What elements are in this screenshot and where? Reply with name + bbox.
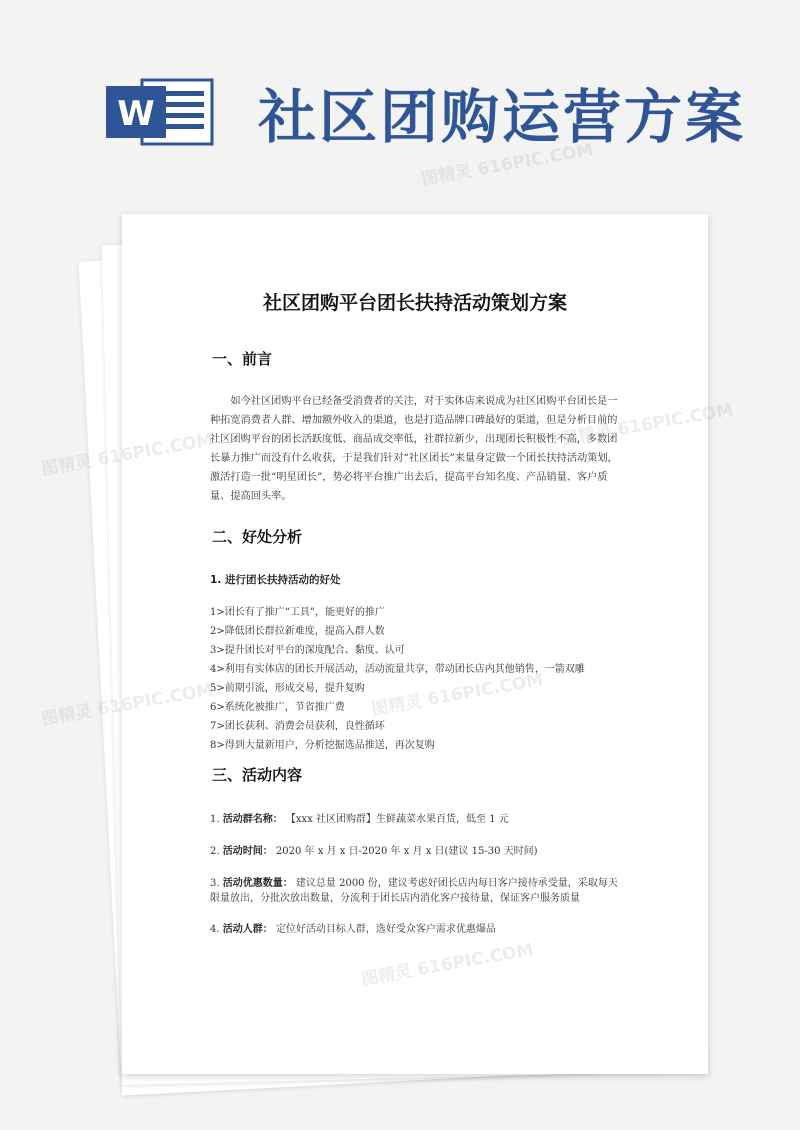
item-number: 4.: [210, 924, 220, 935]
document-page: [122, 214, 708, 1074]
watermark: 图精灵 616PIC.COM: [40, 680, 215, 730]
watermark: 图精灵 616PIC.COM: [40, 430, 215, 480]
banner-title: 社区团购运营方案: [258, 83, 747, 151]
item-text: 2020 年 x 月 x 日-2020 年 x 月 x 日(建议 15-30 天时间): [275, 846, 538, 857]
list-item: 2>降低团长群拉新难度，提高入群人数: [210, 626, 385, 637]
watermark: 图精灵 616PIC.COM: [370, 670, 545, 720]
watermark: 图精灵 616PIC.COM: [560, 400, 735, 450]
document-title: 社区团购平台团长扶持活动策划方案: [262, 292, 567, 314]
preface-paragraph: 如今社区团购平台已经备受消费者的关注，对于实体店来说成为社区团购平台团长是一种拓宽消费者人群、增加额外收入的渠道，也是打造品牌口碑最好的渠道，但是分析目前的社区团购平台的团长活跃度低、商品成交率低，社群拉新少，出现团长积极性不高，多数团长暴力推广而没有什么收获，于是我们针对“社区团长”来量身定做一个团长扶持活动策划，激活打造一批“明星团长”，势必将平台推广出去后，提高平台知名度、产品销量、客户质量、提高回头率。: [210, 396, 618, 502]
list-item: 7>团长获利、消费会员获利，良性循环: [210, 721, 385, 732]
list-item: 6>系统化被推广，节省推广费: [210, 702, 345, 713]
activity-item: [210, 922, 622, 937]
item-number: 3.: [210, 878, 220, 889]
watermark: 图精灵 616PIC.COM: [420, 140, 595, 190]
item-label: 活动人群：: [222, 924, 273, 935]
benefits-subheading: 1. 进行团长扶持活动的好处: [210, 574, 341, 586]
item-label: 活动群名称：: [222, 814, 283, 825]
item-label: 活动优惠数量：: [222, 878, 293, 889]
list-item: 3>提升团长对平台的深度配合、黏度、认可: [210, 645, 405, 656]
item-number: 2.: [210, 846, 220, 857]
activity-item: [210, 844, 622, 859]
activity-item: [210, 876, 622, 906]
list-item: 5>前期引流，形成交易，提升复购: [210, 683, 365, 694]
item-number: 1.: [210, 814, 220, 825]
list-item: 4>利用有实体店的团长开展活动，活动流量共享，带动团长店内其他销售，一箭双雕: [210, 664, 585, 675]
item-text: 【xxx 社区团购群】生鲜蔬菜水果百货，低至 1 元: [285, 814, 509, 825]
section-heading-preface: 一、前言: [212, 350, 273, 368]
list-item: 1>团长有了推广“工具”，能更好的推广: [210, 607, 385, 618]
list-item: 8>得到大量新用户，分析挖掘选品推送，再次复购: [210, 740, 435, 751]
section-heading-benefits: 二、好处分析: [212, 528, 303, 546]
item-text: 建议总量 2000 份，建议考虑好团长店内每日客户接待承受量，采取每天限量放出，分批次放出数量，分流利于团长店内消化客户接待量，保证客户服务质量: [210, 878, 618, 904]
word-icon-letter: W: [117, 94, 155, 134]
section-heading-activity: 三、活动内容: [212, 766, 303, 784]
activity-item: [210, 812, 622, 827]
word-document-icon: [106, 78, 214, 146]
item-label: 活动时间：: [222, 846, 273, 857]
item-text: 定位好活动目标人群，选好受众客户需求优惠爆品: [275, 924, 496, 935]
watermark: 图精灵 616PIC.COM: [360, 940, 535, 990]
